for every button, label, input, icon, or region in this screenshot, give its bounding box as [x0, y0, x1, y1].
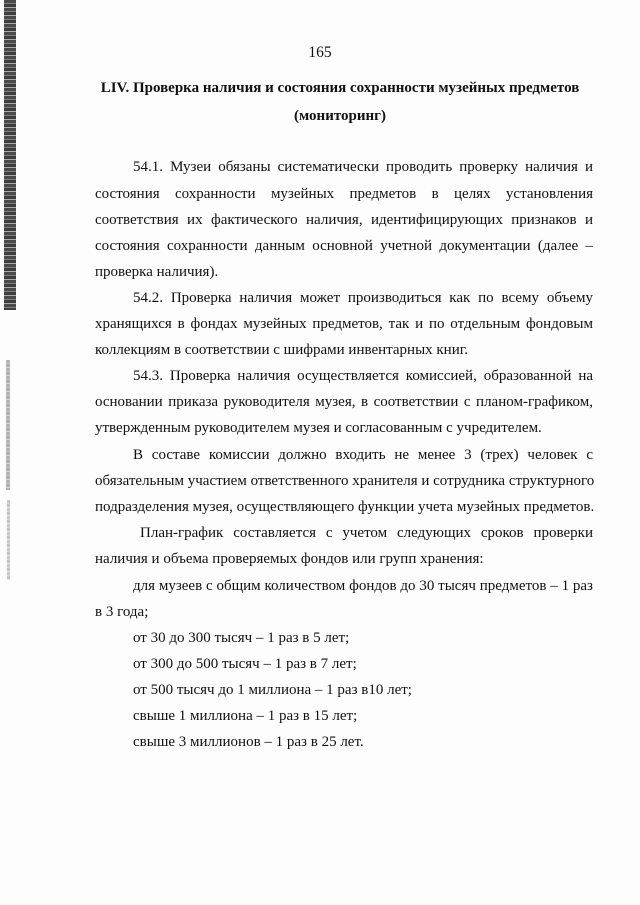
text-line: 54.1. Музеи обязаны систематически проводить проверку наличия и [133, 159, 593, 175]
list-item: от 500 тысяч до 1 миллиона – 1 раз в10 лет; [133, 682, 412, 698]
text-line: 54.3. Проверка наличия осуществляется комиссией, образованной на [133, 368, 593, 384]
list-item: от 300 до 500 тысяч – 1 раз в 7 лет; [133, 656, 357, 672]
text-line: План-график составляется с учетом следующих сроков проверки [140, 525, 593, 541]
text-line: основании приказа руководителя музея, в соответствии с планом-графиком, [95, 394, 593, 410]
scan-binding-strip-faint-2 [7, 500, 10, 580]
section-title-continued: (мониторинг) [294, 108, 386, 124]
list-item: свыше 1 миллиона – 1 раз в 15 лет; [133, 708, 358, 724]
text-line: хранящихся в фондах музейных предметов, так и по отдельным фондовым [95, 316, 593, 332]
page-number: 165 [308, 44, 332, 61]
scan-edge-artifact [0, 0, 22, 905]
list-item: от 30 до 300 тысяч – 1 раз в 5 лет; [133, 630, 350, 646]
list-item: свыше 3 миллионов – 1 раз в 25 лет. [133, 734, 364, 750]
text-line: состояния сохранности музейных предметов в целях установления [95, 186, 593, 202]
text-line: наличия и объема проверяемых фондов или групп хранения: [95, 551, 484, 567]
text-line: для музеев с общим количеством фондов до 30 тысяч предметов – 1 раз [133, 578, 593, 594]
text-line: соответствия их фактического наличия, идентифицирующих признаков и [95, 212, 593, 228]
text-line: подразделения музея, осуществляющего функции учета музейных предметов. [95, 499, 595, 515]
text-line: проверка наличия). [95, 264, 219, 280]
text-line: коллекциям в соответствии с шифрами инвентарных книг. [95, 342, 468, 358]
text-line: В составе комиссии должно входить не менее 3 (трех) человек с [133, 447, 593, 463]
text-line: утвержденным руководителем музея и согласованным с учредителем. [95, 420, 542, 436]
text-line: в 3 года; [95, 604, 149, 620]
text-line: состояния сохранности данным основной учетной документации (далее – [95, 238, 593, 254]
text-line: 54.2. Проверка наличия может производиться как по всему объему [133, 290, 593, 306]
section-title: LIV. Проверка наличия и состояния сохранности музейных предметов [100, 80, 580, 96]
text-line: обязательным участием ответственного хранителя и сотрудника структурного [95, 473, 595, 489]
scan-binding-strip-faint [6, 360, 10, 490]
